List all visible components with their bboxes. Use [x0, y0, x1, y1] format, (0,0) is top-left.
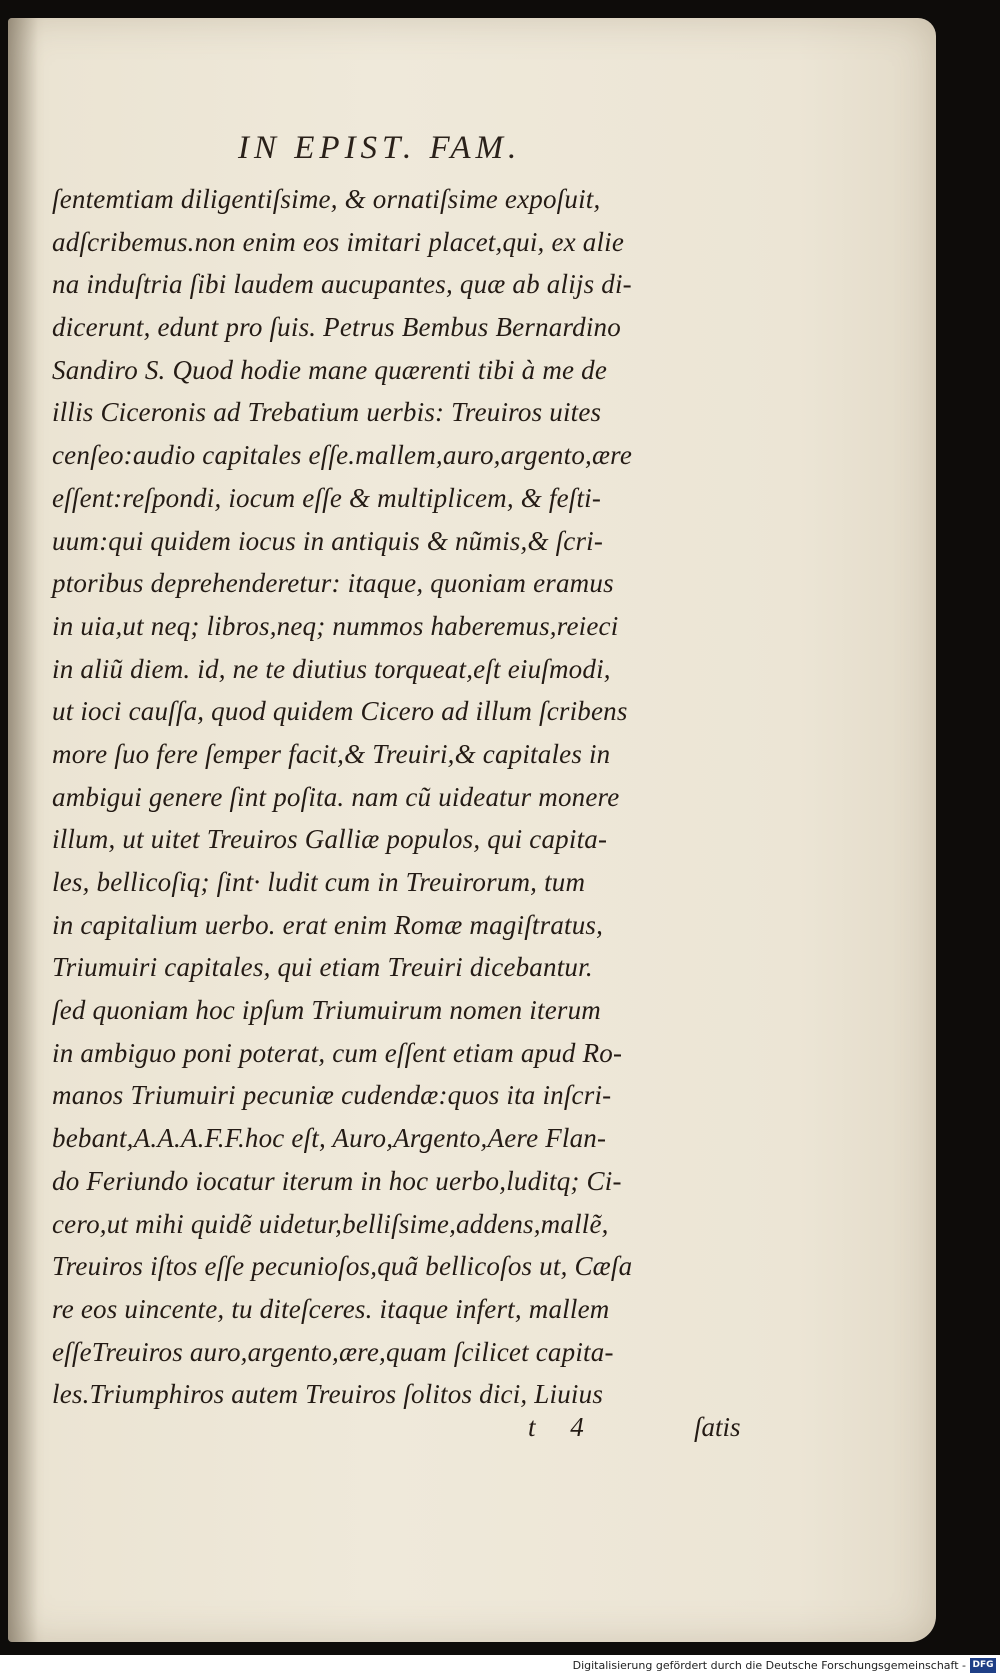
text-line: uum:qui quidem iocus in antiquis & nũmis,& ſcri- — [52, 525, 604, 556]
text-line: ſentemtiam diligentiſsime, & ornatiſsime expoſuit, — [52, 184, 601, 214]
text-line: cero,ut mihi quidẽ uidetur,belliſsime,addens,mallẽ, — [52, 1208, 609, 1239]
running-head: IN EPIST. FAM. — [238, 130, 522, 166]
text-line: re eos uincente, tu diteſceres. itaque infert, mallem — [52, 1293, 610, 1324]
text-line: eſſeTreuiros auro,argento,ære,quam ſcilicet capita- — [52, 1336, 614, 1367]
text-line: in ambiguo poni poterat, cum eſſent etiam apud Ro- — [52, 1037, 623, 1068]
text-line: bebant,A.A.A.F.F.hoc eſt, Auro,Argento,Aere Flan- — [52, 1123, 607, 1154]
dfg-logo: DFG — [970, 1658, 996, 1673]
text-line: illum, ut uitet Treuiros Galliæ populos, qui capita- — [52, 824, 608, 855]
text-line: dicerunt, edunt pro ſuis. Petrus Bembus Bernardino — [52, 312, 621, 343]
text-line: manos Triumuiri pecuniæ cudendæ:quos ita inſcri- — [52, 1080, 612, 1111]
book-page — [8, 18, 936, 1642]
footer-credit: Digitalisierung gefördert durch die Deutsche Forschungsgemeinschaft - — [572, 1659, 966, 1672]
text-line: les.Triumphiros autem Treuiros ſolitos dici, Liuius — [52, 1379, 604, 1410]
text-line: adſcribemus.non enim eos imitari placet,qui, ex alie — [52, 226, 625, 257]
text-line: Treuiros iſtos eſſe pecunioſos,quã bellicoſos ut, Cæſa — [52, 1251, 633, 1282]
body-text — [52, 178, 752, 1416]
text-line: in uia,ut neq; libros,neq; nummos haberemus,reieci — [52, 610, 619, 641]
text-line: in aliũ diem. id, ne te diutius torqueat,eſt eiuſmodi, — [52, 653, 611, 684]
text-line: illis Ciceronis ad Trebatium uerbis: Treuiros uites — [52, 397, 602, 428]
text-line: ambigui genere ſint poſita. nam cũ uideatur monere — [52, 781, 620, 812]
text-line: cenſeo:audio capitales eſſe.mallem,auro,argento,ære — [52, 440, 633, 471]
digitization-footer — [0, 1655, 1000, 1679]
text-line: ſed quoniam hoc ipſum Triumuirum nomen iterum — [52, 995, 601, 1026]
text-line: Sandiro S. Quod hodie mane quærenti tibi à me de — [52, 354, 608, 385]
signature-mark: t 4 — [528, 1412, 584, 1442]
text-line: les, bellicoſiq; ſint· ludit cum in Treuirorum, tum — [52, 867, 586, 897]
catchword: ſatis — [694, 1412, 741, 1442]
text-line: more ſuo fere ſemper facit,& Treuiri,& capitales in — [52, 738, 611, 769]
text-line: Triumuiri capitales, qui etiam Treuiri dicebantur. — [52, 952, 593, 983]
text-line: do Feriundo iocatur iterum in hoc uerbo,luditq; Ci- — [52, 1165, 622, 1196]
text-line: ut ioci cauſſa, quod quidem Cicero ad illum ſcribens — [52, 696, 628, 727]
text-line: in capitalium uerbo. erat enim Romæ magiſtratus, — [52, 909, 604, 940]
text-line: na induſtria ſibi laudem aucupantes, quæ ab aliјs di- — [52, 269, 632, 300]
page-gutter-shadow — [8, 18, 38, 1642]
text-line: eſſent:reſpondi, iocum eſſe & multiplicem, & feſti- — [52, 482, 602, 513]
text-line: ptoribus deprehenderetur: itaque, quoniam eramus — [52, 568, 614, 599]
